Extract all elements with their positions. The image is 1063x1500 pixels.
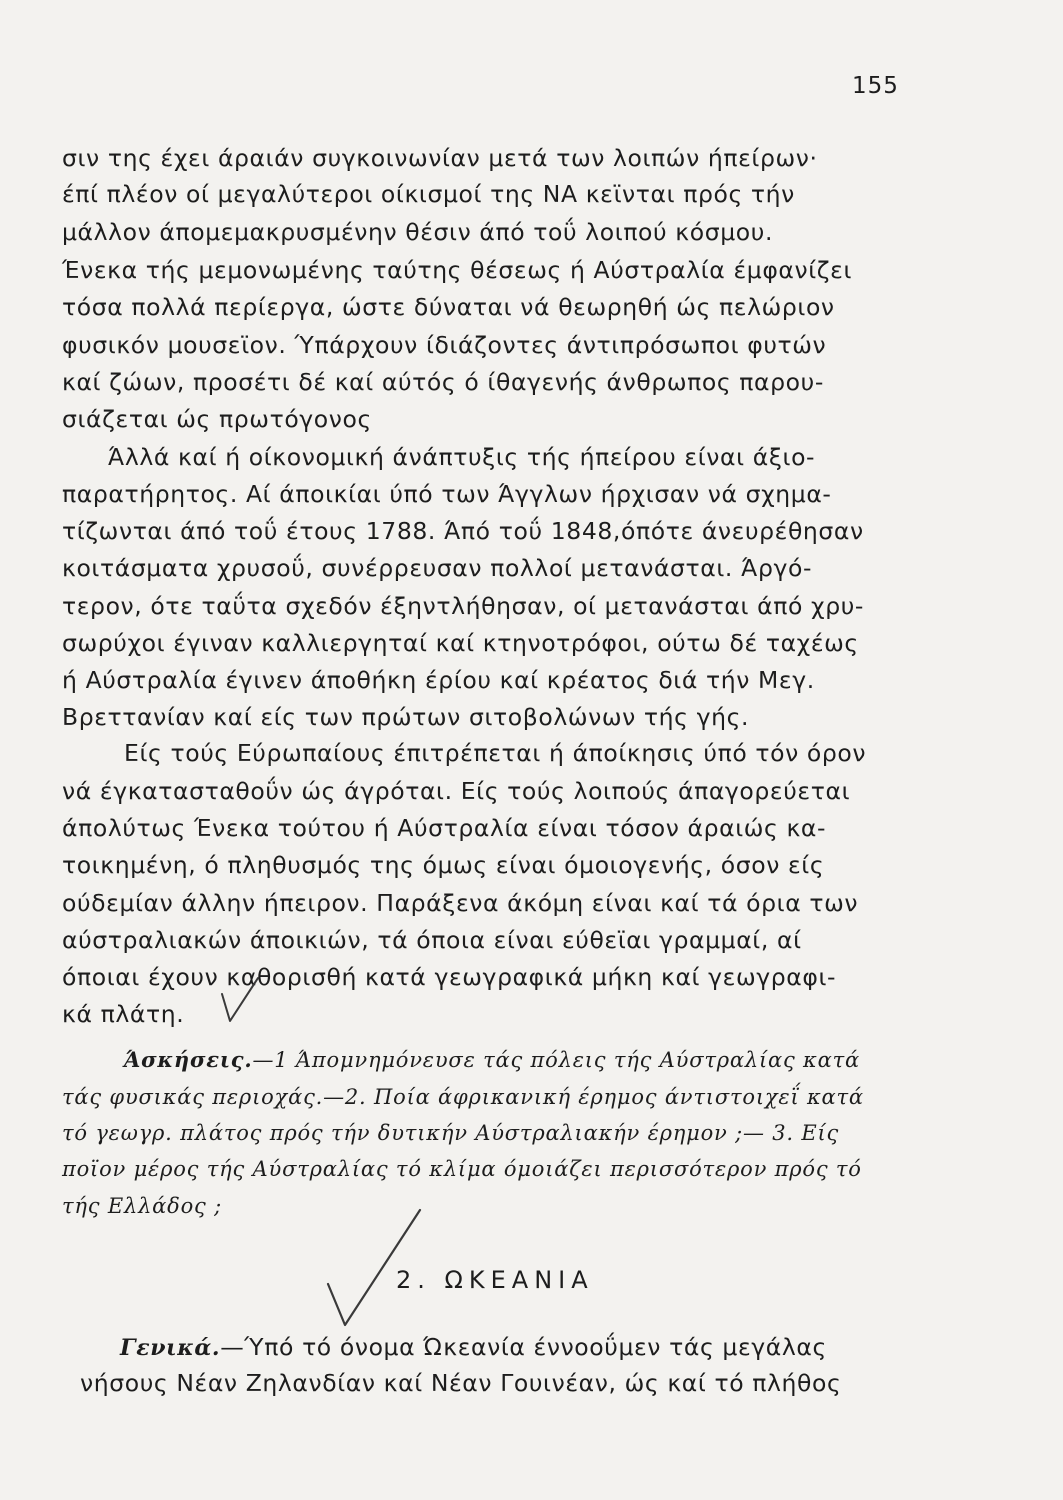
body-line: αύστραλιακών άποικιών, τά όποια είναι εύθεϊαι γραμμαί, αί	[62, 926, 802, 954]
body-line: Είς τούς Εύρωπαίους έπιτρέπεται ή άποίκησις ύπό τόν όρον	[124, 739, 867, 767]
body-line: μάλλον άπομεμακρυσμένην θέσιν άπό τοΰ λοιπού κόσμου.	[62, 218, 774, 246]
body-line: σιάζεται ώς πρωτόγονος	[62, 405, 372, 433]
body-line: τίζωνται άπό τοΰ έτους 1788. Άπό τοΰ 1848,όπότε άνευρέθησαν	[62, 517, 864, 545]
body-line: ούδεμίαν άλλην ήπειρον. Παράξενα άκόμη είναι καί τά όρια των	[62, 889, 859, 917]
checkmark-icon	[222, 978, 258, 1021]
exercise-line: τής Ελλάδος ;	[62, 1194, 222, 1218]
body-line: κά πλάτη.	[62, 1000, 185, 1028]
body-line: φυσικόν μουσεϊον. Ύπάρχουν ίδιάζοντες άντιπρόσωποι φυτών	[62, 331, 827, 359]
body-line: παρατήρητος. Αί άποικίαι ύπό των Άγγλων ήρχισαν νά σχημα-	[62, 480, 832, 508]
body-line: σωρύχοι έγιναν καλλιεργηταί καί κτηνοτρόφοι, ούτω δέ ταχέως	[62, 629, 859, 657]
body-line: όποιαι έχουν καθορισθή κατά γεωγραφικά μήκη καί γεωγραφι-	[62, 963, 837, 991]
body-line: ή Αύστραλία έγινεν άποθήκη έρίου καί κρέατος διά τήν Μεγ.	[62, 666, 815, 694]
general-line: νήσους Νέαν Ζηλανδίαν καί Νέαν Γουινέαν, ώς καί τό πλήθος	[80, 1369, 842, 1397]
section-heading: 2. ΩΚΕΑΝΙΑ	[396, 1266, 594, 1294]
body-line: κοιτάσματα χρυσοΰ, συνέρρευσαν πολλοί μετανάσται. Άργό-	[62, 554, 813, 582]
general-text: —Ύπό τό όνομα Ώκεανία έννοοΰμεν τάς μεγάλας	[220, 1333, 827, 1361]
body-line: Ένεκα τής μεμονωμένης ταύτης θέσεως ή Αύστραλία έμφανίζει	[62, 256, 853, 284]
exercise-line: τάς φυσικάς περιοχάς.—2. Ποία άφρικανική έρημος άντιστοιχεΐ κατά	[62, 1085, 864, 1109]
body-line: νά έγκατασταθοΰν ώς άγρόται. Είς τούς λοιπούς άπαγορεύεται	[62, 777, 851, 805]
body-line: άπολύτως Ένεκα τούτου ή Αύστραλία είναι τόσον άραιώς κα-	[62, 814, 827, 842]
body-line: τόσα πολλά περίεργα, ώστε δύναται νά θεωρηθή ώς πελώριον	[62, 293, 835, 321]
page-number: 155	[852, 73, 899, 99]
body-line: τοικημένη, ό πληθυσμός της όμως είναι όμοιογενής, όσον είς	[62, 851, 825, 879]
body-line: σιν της έχει άραιάν συγκοινωνίαν μετά των λοιπών ήπείρων·	[62, 144, 818, 172]
general-label: Γενικά.	[120, 1335, 221, 1361]
exercise-line: ποϊον μέρος τής Αύστραλίας τό κλίμα όμοιάζει περισσότερον πρός τό	[62, 1157, 862, 1181]
body-line: καί ζώων, προσέτι δέ καί αύτός ό ίθαγενής άνθρωπος παρου-	[62, 368, 824, 396]
body-line: τερον, ότε ταΰτα σχεδόν έξηντλήθησαν, οί μετανάσται άπό χρυ-	[62, 592, 864, 620]
body-line: Βρεττανίαν καί είς των πρώτων σιτοβολώνων τής γής.	[62, 703, 750, 731]
checkmark-icon	[328, 1210, 420, 1325]
body-line: Άλλά καί ή οίκονομική άνάπτυξις τής ήπείρου είναι άξιο-	[108, 443, 816, 471]
exercise-line: τό γεωγρ. πλάτος πρός τήν δυτικήν Αύστραλιακήν έρημον ;— 3. Είς	[62, 1121, 840, 1145]
exercise-text: —1 Άπομνημόνευσε τάς πόλεις τής Αύστραλίας κατά	[252, 1048, 861, 1072]
exercises-label: Άσκήσεις.	[124, 1047, 253, 1072]
body-line: έπί πλέον οί μεγαλύτεροι οίκισμοί της ΝΑ κεϊνται πρός τήν	[62, 180, 795, 208]
